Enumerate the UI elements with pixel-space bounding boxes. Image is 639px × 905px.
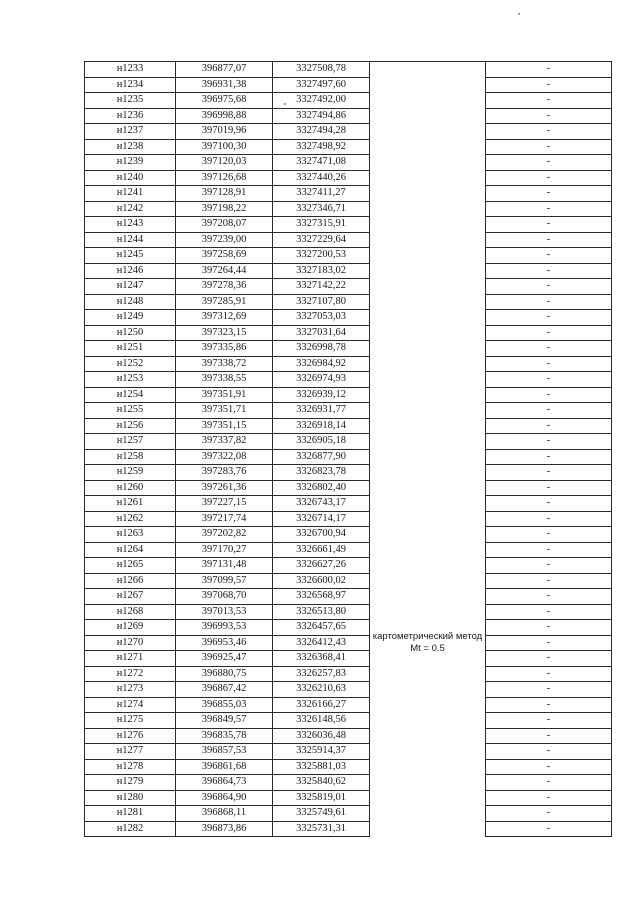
- point-name-cell: н1268: [85, 604, 176, 620]
- point-name-cell: н1235: [85, 93, 176, 109]
- y-coordinate-cell: 3326984,92: [273, 356, 370, 372]
- y-coordinate-cell: 3327471,08: [273, 155, 370, 171]
- x-coordinate-cell: 397131,48: [176, 558, 273, 574]
- dash-cell: -: [486, 759, 612, 775]
- x-coordinate-cell: 396855,03: [176, 697, 273, 713]
- point-name-cell: н1255: [85, 403, 176, 419]
- x-coordinate-cell: 396868,11: [176, 806, 273, 822]
- scan-speck: [518, 13, 520, 15]
- table-row: [85, 465, 612, 481]
- y-coordinate-cell: 3326368,41: [273, 651, 370, 667]
- x-coordinate-cell: 396861,68: [176, 759, 273, 775]
- y-coordinate-cell: 3326974,93: [273, 372, 370, 388]
- point-name-cell: н1265: [85, 558, 176, 574]
- y-coordinate-cell: 3327053,03: [273, 310, 370, 326]
- y-coordinate-cell: 3327107,80: [273, 294, 370, 310]
- x-coordinate-cell: 396873,86: [176, 821, 273, 837]
- table-row: [85, 263, 612, 279]
- x-coordinate-cell: 396953,46: [176, 635, 273, 651]
- point-name-cell: н1274: [85, 697, 176, 713]
- x-coordinate-cell: 397217,74: [176, 511, 273, 527]
- table-row: [85, 542, 612, 558]
- x-coordinate-cell: 397337,82: [176, 434, 273, 450]
- table-row: [85, 310, 612, 326]
- dash-cell: -: [486, 527, 612, 543]
- dash-cell: -: [486, 511, 612, 527]
- y-coordinate-cell: 3325840,62: [273, 775, 370, 791]
- point-name-cell: н1262: [85, 511, 176, 527]
- x-coordinate-cell: 397068,70: [176, 589, 273, 605]
- table-row: [85, 744, 612, 760]
- dash-cell: -: [486, 403, 612, 419]
- point-name-cell: н1259: [85, 465, 176, 481]
- x-coordinate-cell: 397013,53: [176, 604, 273, 620]
- dash-cell: -: [486, 279, 612, 295]
- x-coordinate-cell: 397239,00: [176, 232, 273, 248]
- table-row: [85, 821, 612, 837]
- point-name-cell: н1277: [85, 744, 176, 760]
- dash-cell: -: [486, 744, 612, 760]
- point-name-cell: н1251: [85, 341, 176, 357]
- coordinates-table: [84, 61, 612, 837]
- y-coordinate-cell: 3325731,31: [273, 821, 370, 837]
- table-row: [85, 620, 612, 636]
- table-row: [85, 372, 612, 388]
- table-row: [85, 341, 612, 357]
- x-coordinate-cell: 397285,91: [176, 294, 273, 310]
- x-coordinate-cell: 397170,27: [176, 542, 273, 558]
- point-name-cell: н1253: [85, 372, 176, 388]
- x-coordinate-cell: 396993,53: [176, 620, 273, 636]
- x-coordinate-cell: 397335,86: [176, 341, 273, 357]
- point-name-cell: н1261: [85, 496, 176, 512]
- table-row: [85, 775, 612, 791]
- point-name-cell: н1233: [85, 62, 176, 78]
- table-row: [85, 728, 612, 744]
- x-coordinate-cell: 397126,68: [176, 170, 273, 186]
- point-name-cell: н1263: [85, 527, 176, 543]
- table-row: [85, 325, 612, 341]
- dash-cell: -: [486, 620, 612, 636]
- point-name-cell: н1250: [85, 325, 176, 341]
- point-name-cell: н1248: [85, 294, 176, 310]
- y-coordinate-cell: 3326166,27: [273, 697, 370, 713]
- table-row: [85, 108, 612, 124]
- dash-cell: -: [486, 806, 612, 822]
- dash-cell: -: [486, 62, 612, 78]
- x-coordinate-cell: 397227,15: [176, 496, 273, 512]
- table-row: [85, 480, 612, 496]
- method-note: картометрический метод Mt = 0.5: [372, 630, 483, 654]
- y-coordinate-cell: 3326412,43: [273, 635, 370, 651]
- y-coordinate-cell: 3325881,03: [273, 759, 370, 775]
- y-coordinate-cell: 3327183,02: [273, 263, 370, 279]
- dash-cell: -: [486, 651, 612, 667]
- point-name-cell: н1239: [85, 155, 176, 171]
- y-coordinate-cell: 3325914,37: [273, 744, 370, 760]
- table-row: [85, 93, 612, 109]
- dash-cell: -: [486, 728, 612, 744]
- dash-cell: -: [486, 341, 612, 357]
- point-name-cell: н1272: [85, 666, 176, 682]
- y-coordinate-cell: 3326939,12: [273, 387, 370, 403]
- dash-cell: -: [486, 465, 612, 481]
- point-name-cell: н1257: [85, 434, 176, 450]
- point-name-cell: н1269: [85, 620, 176, 636]
- x-coordinate-cell: 397100,30: [176, 139, 273, 155]
- y-coordinate-cell: 3327492,00: [273, 93, 370, 109]
- x-coordinate-cell: 397198,22: [176, 201, 273, 217]
- y-coordinate-cell: 3327498,92: [273, 139, 370, 155]
- dash-cell: -: [486, 263, 612, 279]
- x-coordinate-cell: 397258,69: [176, 248, 273, 264]
- x-coordinate-cell: 397283,76: [176, 465, 273, 481]
- dash-cell: -: [486, 821, 612, 837]
- point-name-cell: н1282: [85, 821, 176, 837]
- y-coordinate-cell: 3326823,78: [273, 465, 370, 481]
- dash-cell: -: [486, 124, 612, 140]
- y-coordinate-cell: 3327229,64: [273, 232, 370, 248]
- y-coordinate-cell: 3327440,26: [273, 170, 370, 186]
- dash-cell: -: [486, 449, 612, 465]
- y-coordinate-cell: 3327346,71: [273, 201, 370, 217]
- point-name-cell: н1237: [85, 124, 176, 140]
- x-coordinate-cell: 397278,36: [176, 279, 273, 295]
- dash-cell: -: [486, 372, 612, 388]
- x-coordinate-cell: 396857,53: [176, 744, 273, 760]
- y-coordinate-cell: 3326877,90: [273, 449, 370, 465]
- dash-cell: -: [486, 248, 612, 264]
- y-coordinate-cell: 3327497,60: [273, 77, 370, 93]
- point-name-cell: н1279: [85, 775, 176, 791]
- point-name-cell: н1264: [85, 542, 176, 558]
- x-coordinate-cell: 397351,15: [176, 418, 273, 434]
- y-coordinate-cell: 3326036,48: [273, 728, 370, 744]
- table-row: [85, 62, 612, 78]
- table-row: [85, 232, 612, 248]
- point-name-cell: н1278: [85, 759, 176, 775]
- table-row: [85, 651, 612, 667]
- y-coordinate-cell: 3326743,17: [273, 496, 370, 512]
- coordinates-table-body: [85, 62, 612, 837]
- point-name-cell: н1275: [85, 713, 176, 729]
- point-name-cell: н1271: [85, 651, 176, 667]
- y-coordinate-cell: 3326998,78: [273, 341, 370, 357]
- x-coordinate-cell: 397208,07: [176, 217, 273, 233]
- dash-cell: -: [486, 635, 612, 651]
- dash-cell: -: [486, 496, 612, 512]
- table-row: [85, 248, 612, 264]
- table-row: [85, 294, 612, 310]
- y-coordinate-cell: 3326918,14: [273, 418, 370, 434]
- method-cell-empty: [370, 62, 486, 450]
- table-row: [85, 217, 612, 233]
- y-coordinate-cell: 3327142,22: [273, 279, 370, 295]
- x-coordinate-cell: 397202,82: [176, 527, 273, 543]
- point-name-cell: н1252: [85, 356, 176, 372]
- point-name-cell: н1242: [85, 201, 176, 217]
- table-row: [85, 279, 612, 295]
- dash-cell: -: [486, 604, 612, 620]
- x-coordinate-cell: 397351,91: [176, 387, 273, 403]
- point-name-cell: н1249: [85, 310, 176, 326]
- point-name-cell: н1241: [85, 186, 176, 202]
- dash-cell: -: [486, 666, 612, 682]
- dash-cell: -: [486, 217, 612, 233]
- y-coordinate-cell: 3325749,61: [273, 806, 370, 822]
- y-coordinate-cell: 3327494,86: [273, 108, 370, 124]
- dash-cell: -: [486, 418, 612, 434]
- y-coordinate-cell: 3326257,83: [273, 666, 370, 682]
- table-row: [85, 186, 612, 202]
- y-coordinate-cell: 3326627,26: [273, 558, 370, 574]
- table-row: [85, 124, 612, 140]
- x-coordinate-cell: 397323,15: [176, 325, 273, 341]
- table-row: [85, 759, 612, 775]
- point-name-cell: н1258: [85, 449, 176, 465]
- table-row: [85, 496, 612, 512]
- x-coordinate-cell: 396867,42: [176, 682, 273, 698]
- point-name-cell: н1256: [85, 418, 176, 434]
- dash-cell: -: [486, 232, 612, 248]
- y-coordinate-cell: 3326568,97: [273, 589, 370, 605]
- x-coordinate-cell: 396880,75: [176, 666, 273, 682]
- y-coordinate-cell: 3326802,40: [273, 480, 370, 496]
- table-row: [85, 558, 612, 574]
- y-coordinate-cell: 3326714,17: [273, 511, 370, 527]
- y-coordinate-cell: 3326148,56: [273, 713, 370, 729]
- table-row: [85, 790, 612, 806]
- dash-cell: -: [486, 589, 612, 605]
- y-coordinate-cell: 3326600,02: [273, 573, 370, 589]
- table-row: [85, 666, 612, 682]
- point-name-cell: н1238: [85, 139, 176, 155]
- table-row: [85, 713, 612, 729]
- dash-cell: -: [486, 201, 612, 217]
- x-coordinate-cell: 397120,03: [176, 155, 273, 171]
- y-coordinate-cell: 3326513,80: [273, 604, 370, 620]
- dash-cell: -: [486, 356, 612, 372]
- x-coordinate-cell: 396849,57: [176, 713, 273, 729]
- dash-cell: -: [486, 186, 612, 202]
- table-row: [85, 77, 612, 93]
- table-row: [85, 387, 612, 403]
- x-coordinate-cell: 397322,08: [176, 449, 273, 465]
- table-row: [85, 434, 612, 450]
- y-coordinate-cell: 3326661,49: [273, 542, 370, 558]
- point-name-cell: н1246: [85, 263, 176, 279]
- x-coordinate-cell: 397351,71: [176, 403, 273, 419]
- dash-cell: -: [486, 77, 612, 93]
- table-row: [85, 697, 612, 713]
- table-row: [85, 170, 612, 186]
- x-coordinate-cell: 396877,07: [176, 62, 273, 78]
- x-coordinate-cell: 397261,36: [176, 480, 273, 496]
- dash-cell: -: [486, 108, 612, 124]
- dash-cell: -: [486, 387, 612, 403]
- x-coordinate-cell: 397338,55: [176, 372, 273, 388]
- dash-cell: -: [486, 713, 612, 729]
- x-coordinate-cell: 396835,78: [176, 728, 273, 744]
- x-coordinate-cell: 396925,47: [176, 651, 273, 667]
- dash-cell: -: [486, 139, 612, 155]
- dash-cell: -: [486, 325, 612, 341]
- point-name-cell: н1270: [85, 635, 176, 651]
- point-name-cell: н1247: [85, 279, 176, 295]
- dash-cell: -: [486, 542, 612, 558]
- x-coordinate-cell: 397312,69: [176, 310, 273, 326]
- table-row: [85, 449, 612, 465]
- table-row: [85, 403, 612, 419]
- dash-cell: -: [486, 310, 612, 326]
- point-name-cell: н1240: [85, 170, 176, 186]
- table-row: [85, 682, 612, 698]
- y-coordinate-cell: 3327200,53: [273, 248, 370, 264]
- point-name-cell: н1260: [85, 480, 176, 496]
- table-row: [85, 356, 612, 372]
- x-coordinate-cell: 396998,88: [176, 108, 273, 124]
- dash-cell: -: [486, 155, 612, 171]
- dash-cell: -: [486, 480, 612, 496]
- dash-cell: -: [486, 93, 612, 109]
- point-name-cell: н1234: [85, 77, 176, 93]
- dash-cell: -: [486, 434, 612, 450]
- dash-cell: -: [486, 697, 612, 713]
- dash-cell: -: [486, 558, 612, 574]
- x-coordinate-cell: 396864,90: [176, 790, 273, 806]
- table-row: [85, 155, 612, 171]
- table-row: [85, 589, 612, 605]
- x-coordinate-cell: 397264,44: [176, 263, 273, 279]
- dash-cell: -: [486, 573, 612, 589]
- y-coordinate-cell: 3327494,28: [273, 124, 370, 140]
- table-row: [85, 604, 612, 620]
- x-coordinate-cell: 396931,38: [176, 77, 273, 93]
- y-coordinate-cell: 3326905,18: [273, 434, 370, 450]
- y-coordinate-cell: 3327031,64: [273, 325, 370, 341]
- dash-cell: -: [486, 775, 612, 791]
- point-name-cell: н1273: [85, 682, 176, 698]
- dash-cell: -: [486, 294, 612, 310]
- y-coordinate-cell: 3326457,65: [273, 620, 370, 636]
- x-coordinate-cell: 397019,96: [176, 124, 273, 140]
- point-name-cell: н1236: [85, 108, 176, 124]
- table-row: [85, 139, 612, 155]
- point-name-cell: н1266: [85, 573, 176, 589]
- x-coordinate-cell: 396975,68: [176, 93, 273, 109]
- point-name-cell: н1245: [85, 248, 176, 264]
- y-coordinate-cell: 3327508,78: [273, 62, 370, 78]
- table-row: [85, 527, 612, 543]
- point-name-cell: н1281: [85, 806, 176, 822]
- point-name-cell: н1276: [85, 728, 176, 744]
- dash-cell: -: [486, 170, 612, 186]
- y-coordinate-cell: 3327315,91: [273, 217, 370, 233]
- y-coordinate-cell: 3326931,77: [273, 403, 370, 419]
- point-name-cell: н1267: [85, 589, 176, 605]
- table-row: [85, 201, 612, 217]
- table-row: [85, 418, 612, 434]
- method-cell: [370, 449, 486, 837]
- y-coordinate-cell: 3326210,63: [273, 682, 370, 698]
- x-coordinate-cell: 397099,57: [176, 573, 273, 589]
- x-coordinate-cell: 397338,72: [176, 356, 273, 372]
- table-row: [85, 511, 612, 527]
- x-coordinate-cell: 396864,73: [176, 775, 273, 791]
- table-row: [85, 635, 612, 651]
- dash-cell: -: [486, 790, 612, 806]
- x-coordinate-cell: 397128,91: [176, 186, 273, 202]
- point-name-cell: н1243: [85, 217, 176, 233]
- y-coordinate-cell: 3325819,01: [273, 790, 370, 806]
- table-row: [85, 573, 612, 589]
- dash-cell: -: [486, 682, 612, 698]
- point-name-cell: н1280: [85, 790, 176, 806]
- point-name-cell: н1244: [85, 232, 176, 248]
- y-coordinate-cell: 3326700,94: [273, 527, 370, 543]
- point-name-cell: н1254: [85, 387, 176, 403]
- table-row: [85, 806, 612, 822]
- y-coordinate-cell: 3327411,27: [273, 186, 370, 202]
